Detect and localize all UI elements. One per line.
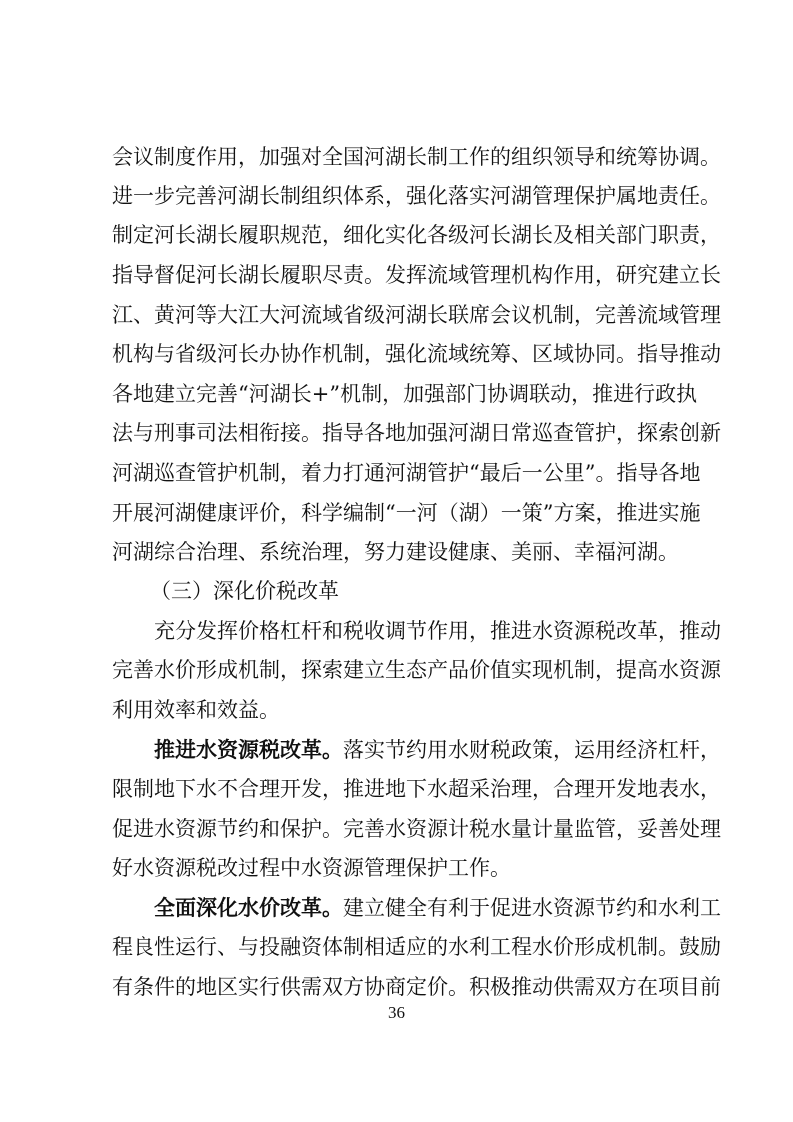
bold-lead-text: 推进水资源税改革。 (154, 737, 343, 762)
paragraph-line: 充分发挥价格杠杆和税收调节作用，推进水资源税改革，推动 (154, 619, 721, 643)
paragraph-line: 利用效率和效益。 (112, 698, 280, 722)
paragraph-line: 程良性运行、与投融资体制相适应的水利工程水价形成机制。鼓励 (112, 935, 721, 959)
paragraph-line: 好水资源税改过程中水资源管理保护工作。 (112, 856, 511, 880)
paragraph-line: 促进水资源节约和保护。完善水资源计税水量计量监管，妥善处理 (112, 817, 721, 841)
paragraph-line: 限制地下水不合理开发，推进地下水超采治理，合理开发地表水， (112, 777, 721, 801)
paragraph-line: 开展河湖健康评价，科学编制“一河（湖）一策”方案，推进实施 (112, 501, 701, 525)
paragraph-line: 进一步完善河湖长制组织体系，强化落实河湖管理保护属地责任。 (112, 184, 721, 208)
paragraph-line: 机构与省级河长办协作机制，强化流域统筹、区域协同。指导推动 (112, 342, 721, 366)
paragraph-line: 江、黄河等大江大河流域省级河湖长联席会议机制，完善流域管理 (112, 303, 721, 327)
paragraph-line (154, 735, 721, 765)
paragraph-line: 指导督促河长湖长履职尽责。发挥流域管理机构作用，研究建立长 (112, 263, 721, 287)
bold-lead-text: 全面深化水价改革。 (154, 895, 343, 920)
paragraph-line: 制定河长湖长履职规范，细化实化各级河长湖长及相关部门职责， (112, 223, 721, 247)
paragraph-line: 各地建立完善“河湖长+”机制，加强部门协调联动，推进行政执 (112, 382, 698, 406)
paragraph-line: 有条件的地区实行供需双方协商定价。积极推动供需双方在项目前 (112, 975, 721, 999)
page-number: 36 (388, 1003, 405, 1022)
paragraph-line: 完善水价形成机制，探索建立生态产品价值实现机制，提高水资源 (112, 658, 721, 682)
paragraph-line (154, 893, 721, 923)
paragraph-line: 会议制度作用，加强对全国河湖长制工作的组织领导和统筹协调。 (112, 145, 721, 169)
paragraph-text: 落实节约用水财税政策，运用经济杠杆， (343, 738, 721, 762)
paragraph-line: 法与刑事司法相衔接。指导各地加强河湖日常巡查管护，探索创新 (112, 421, 721, 445)
section-heading: （三）深化价税改革 (150, 579, 339, 603)
paragraph-line: 河湖巡查管护机制，着力打通河湖管护“最后一公里”。指导各地 (112, 461, 701, 485)
paragraph-line: 河湖综合治理、系统治理，努力建设健康、美丽、幸福河湖。 (112, 540, 679, 564)
paragraph-text: 建立健全有利于促进水资源节约和水利工 (343, 896, 721, 920)
